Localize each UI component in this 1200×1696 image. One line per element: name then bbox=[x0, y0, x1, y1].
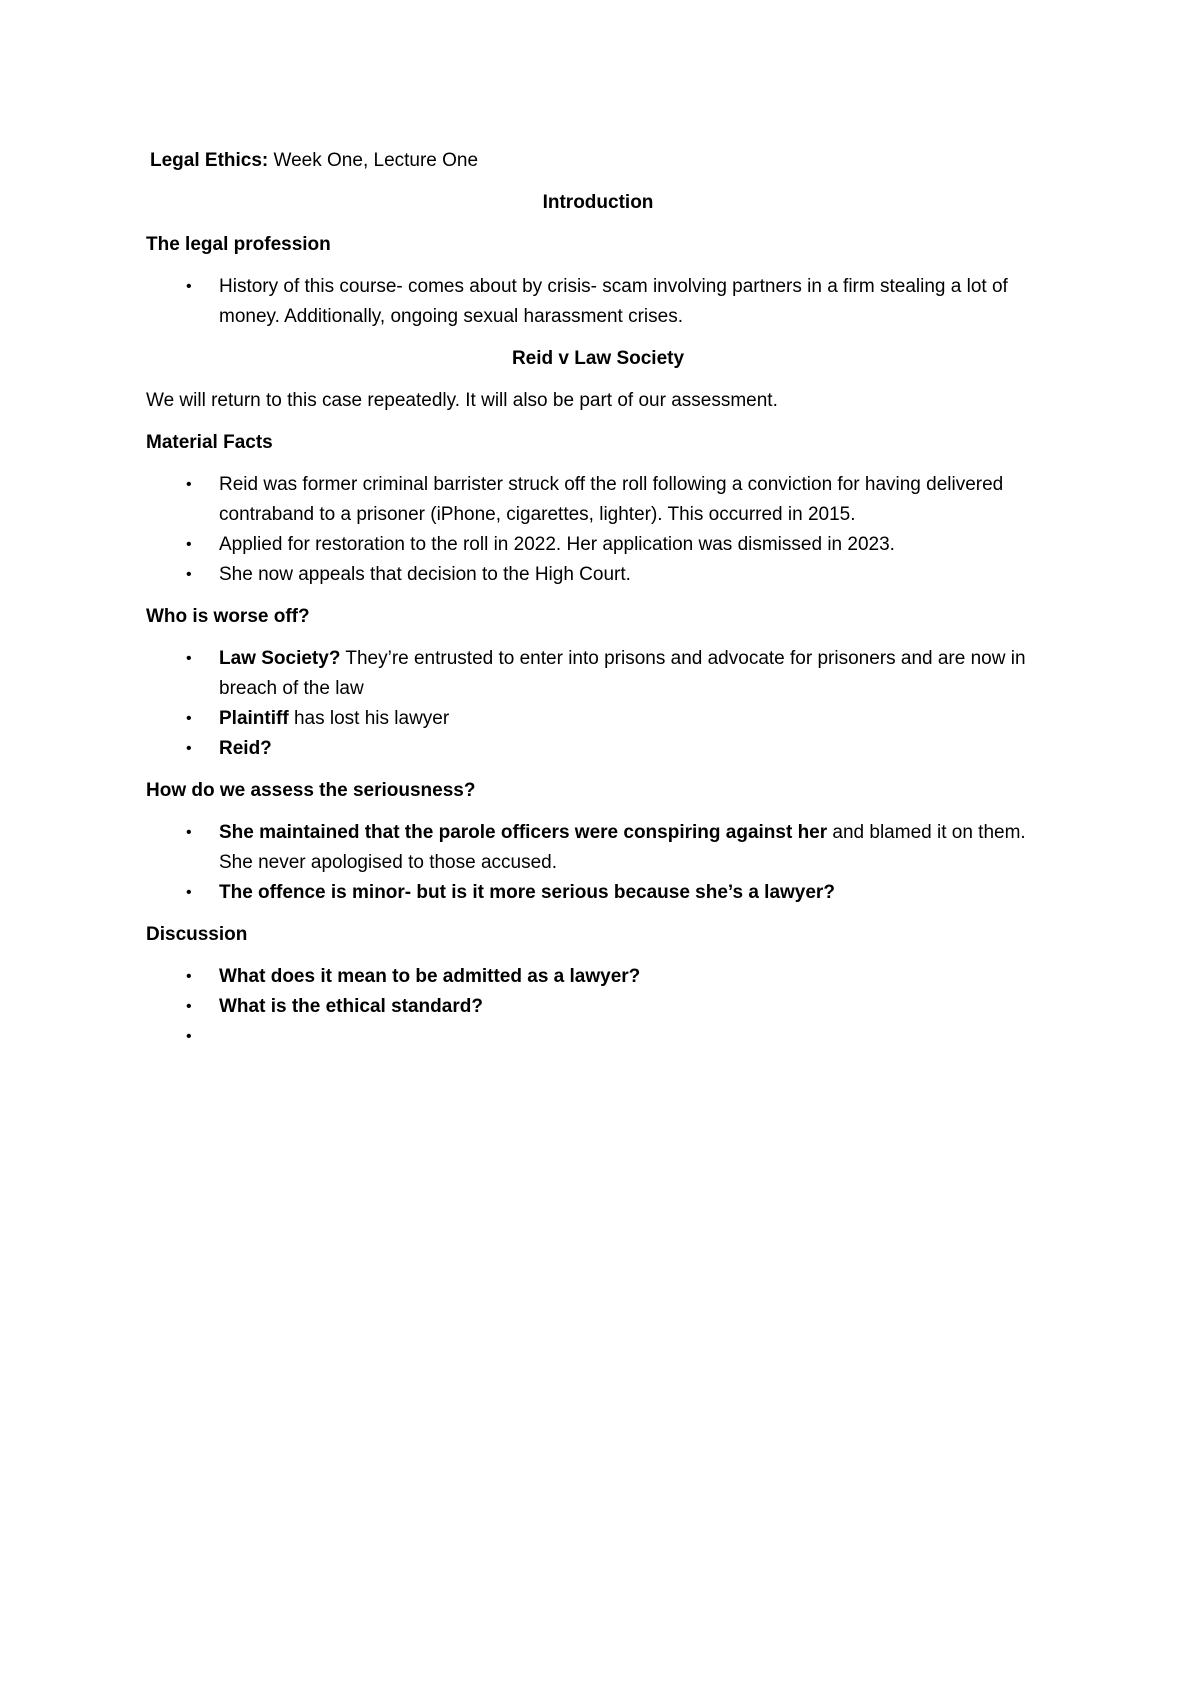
case-heading: Reid v Law Society bbox=[511, 348, 685, 369]
introduction-heading: Introduction bbox=[542, 192, 654, 213]
list-item: • Applied for restoration to the roll in 2022. Her application was dismissed in 2023. bbox=[146, 530, 1060, 560]
material-facts-list bbox=[146, 470, 1060, 590]
list-item: • She maintained that the parole officers were conspiring against her and blamed it on them. She never apologised to those accused. bbox=[146, 818, 1060, 878]
list-item bbox=[146, 1022, 1060, 1052]
list-item: • What does it mean to be admitted as a lawyer? bbox=[146, 962, 1060, 992]
bullet-icon: • bbox=[186, 650, 192, 667]
list-item: • The offence is minor- but is it more serious because she’s a lawyer? bbox=[146, 878, 1060, 908]
list-item: • What is the ethical standard? bbox=[146, 992, 1060, 1022]
bullet-icon: • bbox=[186, 824, 192, 841]
list-item: • Reid was former criminal barrister struck off the roll following a conviction for having delivered contraband to a prisoner (iPhone, cigarettes, lighter). This occurred in 2015. bbox=[146, 470, 1060, 530]
course-name: Legal Ethics: bbox=[150, 150, 269, 171]
bullet-icon: • bbox=[186, 536, 192, 553]
list-item: • Plaintiff has lost his lawyer bbox=[146, 704, 1060, 734]
list-item: • History of this course- comes about by crisis- scam involving partners in a firm stealing a lot of money. Additionally, ongoing sexual harassment crises. bbox=[146, 272, 1060, 332]
case-note: We will return to this case repeatedly. It will also be part of our assessment. bbox=[146, 390, 778, 411]
bullet-icon: • bbox=[186, 710, 192, 727]
lecture-title bbox=[150, 146, 1060, 176]
bullet-icon: • bbox=[186, 998, 192, 1015]
worse-off-list bbox=[146, 644, 1060, 764]
bullet-icon: • bbox=[186, 566, 192, 583]
discussion-heading: Discussion bbox=[146, 924, 248, 945]
seriousness-heading: How do we assess the seriousness? bbox=[146, 780, 476, 801]
bullet-icon: • bbox=[186, 740, 192, 757]
bullet-icon: • bbox=[186, 968, 192, 985]
lecture-week: Week One, Lecture One bbox=[268, 150, 479, 171]
material-facts-heading: Material Facts bbox=[146, 432, 273, 453]
list-item: • Law Society? They’re entrusted to enter into prisons and advocate for prisoners and are now in breach of the law bbox=[146, 644, 1060, 704]
worse-off-heading: Who is worse off? bbox=[146, 606, 310, 627]
seriousness-list bbox=[146, 818, 1060, 908]
bullet-icon: • bbox=[186, 1028, 192, 1045]
legal-profession-heading: The legal profession bbox=[146, 234, 331, 255]
bullet-icon: • bbox=[186, 278, 192, 295]
bullet-icon: • bbox=[186, 884, 192, 901]
list-item: • She now appeals that decision to the High Court. bbox=[146, 560, 1060, 590]
legal-profession-list bbox=[146, 272, 1060, 332]
list-item: • Reid? bbox=[146, 734, 1060, 764]
discussion-list bbox=[146, 962, 1060, 1052]
bullet-icon: • bbox=[186, 476, 192, 493]
